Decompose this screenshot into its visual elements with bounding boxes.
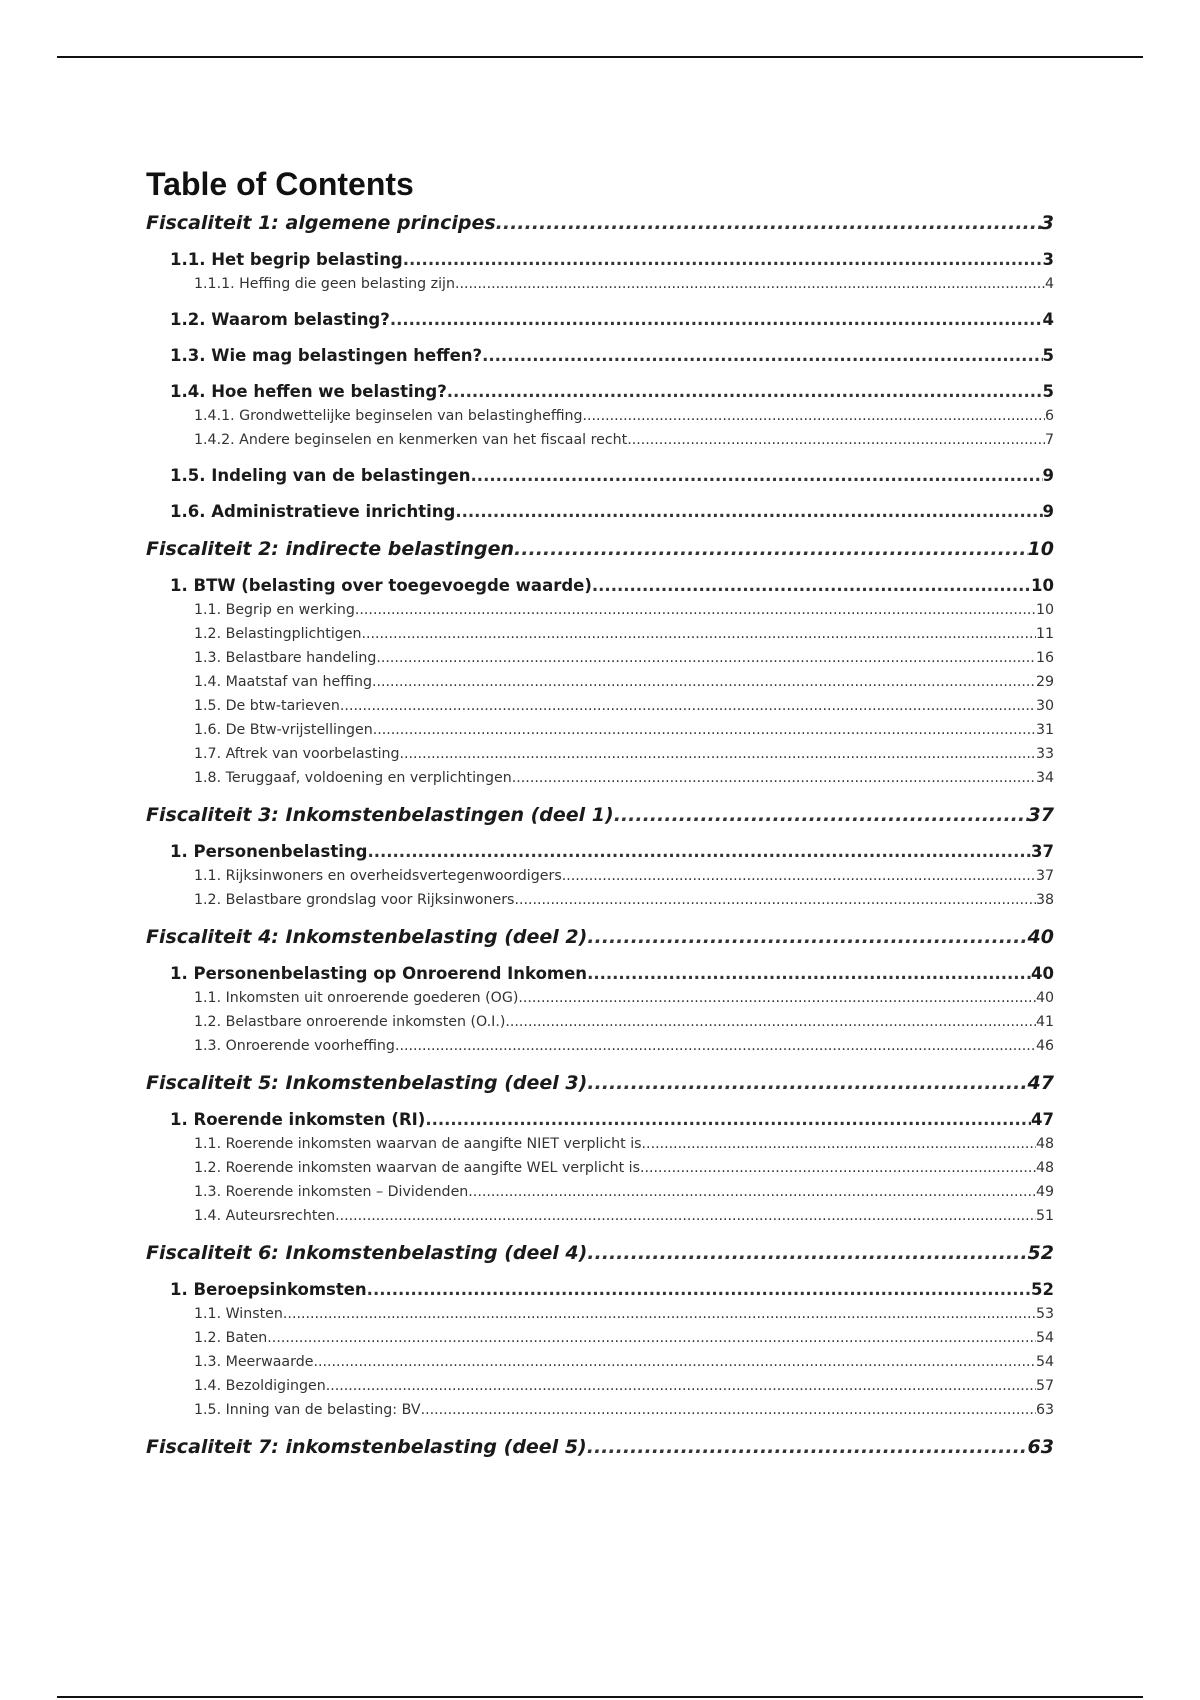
toc-dot-leader (587, 924, 1027, 950)
toc-entry-level-1[interactable] (146, 210, 1054, 236)
toc-dot-leader (390, 308, 1043, 332)
toc-page-number: 9 (1042, 502, 1054, 521)
toc-entry-level-3[interactable] (146, 742, 1054, 766)
toc-page-number: 37 (1031, 842, 1054, 861)
toc-entry-label: 1.4.2. Andere beginselen en kenmerken van het fiscaal recht (194, 432, 628, 448)
toc-entry-level-3[interactable] (146, 1374, 1054, 1398)
toc-entry-label: 1.3. Belastbare handeling (194, 650, 377, 666)
toc-entry-level-2[interactable] (146, 840, 1054, 864)
toc-entry-label: Fiscaliteit 2: indirecte belastingen (146, 538, 515, 560)
toc-entry-level-3[interactable] (146, 1180, 1054, 1204)
toc-entry-level-1[interactable] (146, 1240, 1054, 1266)
toc-entry-level-2[interactable] (146, 574, 1054, 598)
toc-entry-label: 1.1. Winsten (194, 1306, 283, 1322)
toc-page-number: 10 (1031, 576, 1054, 595)
toc-page-number: 11 (1035, 626, 1054, 642)
toc-entry-label: 1. Beroepsinkomsten (170, 1280, 367, 1299)
toc-entry-label: 1.3. Wie mag belastingen heffen? (170, 346, 483, 365)
toc-dot-leader (583, 404, 1045, 428)
toc-entry-label: 1. BTW (belasting over toegevoegde waarde) (170, 576, 592, 595)
toc-dot-leader (367, 840, 1031, 864)
toc-entry-label: 1.4. Bezoldigingen (194, 1378, 326, 1394)
toc-entry-label: 1.2. Belastingplichtigen (194, 626, 362, 642)
toc-entry-level-2[interactable] (146, 248, 1054, 272)
toc-entry-label: 1.4. Auteursrechten (194, 1208, 336, 1224)
toc-entry-label: 1.1.1. Heffing die geen belasting zijn (194, 276, 455, 292)
toc-page-number: 10 (1035, 602, 1054, 618)
toc-page-number: 46 (1035, 1038, 1054, 1054)
toc-entry-label: 1.3. Onroerende voorheffing (194, 1038, 395, 1054)
toc-page-number: 48 (1035, 1136, 1054, 1152)
toc-dot-leader (400, 742, 1036, 766)
toc-dot-leader (468, 1180, 1036, 1204)
table-of-contents (146, 210, 1054, 1460)
toc-dot-leader (455, 272, 1045, 296)
toc-entry-label: 1.6. De Btw-vrijstellingen (194, 722, 373, 738)
toc-dot-leader (421, 1398, 1036, 1422)
toc-entry-level-3[interactable] (146, 1350, 1054, 1374)
toc-entry-label: 1.8. Teruggaaf, voldoening en verplichtingen (194, 770, 512, 786)
toc-dot-leader (614, 802, 1028, 828)
footer-rule (57, 1696, 1143, 1698)
toc-page-number: 53 (1035, 1306, 1054, 1322)
toc-entry-label: 1. Roerende inkomsten (RI) (170, 1110, 426, 1129)
toc-entry-label: 1.3. Meerwaarde (194, 1354, 314, 1370)
toc-entry-label: 1.2. Waarom belasting? (170, 310, 390, 329)
toc-page-number: 5 (1042, 382, 1054, 401)
toc-page-number: 54 (1035, 1330, 1054, 1346)
toc-dot-leader (587, 1434, 1028, 1460)
toc-dot-leader (640, 1156, 1036, 1180)
toc-page-number: 5 (1042, 346, 1054, 365)
toc-page-number: 16 (1035, 650, 1054, 666)
toc-dot-leader (376, 646, 1036, 670)
toc-entry-label: 1.5. Indeling van de belastingen (170, 466, 471, 485)
toc-entry-level-1[interactable] (146, 1434, 1054, 1460)
toc-dot-leader (447, 380, 1043, 404)
toc-entry-label: 1.2. Roerende inkomsten waarvan de aangifte WEL verplicht is (194, 1160, 641, 1176)
toc-dot-leader (587, 1240, 1027, 1266)
toc-dot-leader (340, 694, 1036, 718)
toc-entry-level-2[interactable] (146, 308, 1054, 332)
toc-entry-level-3[interactable] (146, 670, 1054, 694)
toc-page-number: 29 (1035, 674, 1054, 690)
toc-entry-level-2[interactable] (146, 500, 1054, 524)
toc-entry-label: Fiscaliteit 6: Inkomstenbelasting (deel 4) (146, 1242, 588, 1264)
toc-entry-level-3[interactable] (146, 598, 1054, 622)
toc-page-number: 57 (1035, 1378, 1054, 1394)
toc-page-number: 3 (1042, 250, 1054, 269)
toc-dot-leader (627, 428, 1045, 452)
toc-entry-level-2[interactable] (146, 344, 1054, 368)
toc-dot-leader (335, 1204, 1036, 1228)
toc-entry-label: 1. Personenbelasting (170, 842, 368, 861)
toc-entry-level-1[interactable] (146, 802, 1054, 828)
toc-entry-label: Fiscaliteit 5: Inkomstenbelasting (deel 3) (146, 1072, 588, 1094)
toc-entry-label: 1.1. Het begrip belasting (170, 250, 403, 269)
toc-entry-level-3[interactable] (146, 1302, 1054, 1326)
toc-page-number: 40 (1027, 926, 1054, 948)
toc-entry-level-3[interactable] (146, 622, 1054, 646)
toc-dot-leader (425, 1108, 1031, 1132)
page-title: Table of Contents (146, 166, 414, 202)
toc-entry-level-3[interactable] (146, 766, 1054, 790)
toc-entry-label: 1.1. Begrip en werking (194, 602, 355, 618)
toc-page-number: 63 (1027, 1436, 1054, 1458)
toc-dot-leader (514, 536, 1028, 562)
toc-page-number: 63 (1035, 1402, 1054, 1418)
toc-entry-level-1[interactable] (146, 536, 1054, 562)
toc-page-number: 54 (1035, 1354, 1054, 1370)
toc-entry-level-3[interactable] (146, 1132, 1054, 1156)
toc-dot-leader (373, 718, 1036, 742)
toc-page-number: 31 (1035, 722, 1054, 738)
toc-entry-level-3[interactable] (146, 404, 1054, 428)
toc-page-number: 4 (1044, 276, 1054, 292)
toc-page-number: 48 (1035, 1160, 1054, 1176)
toc-page-number: 38 (1035, 892, 1054, 908)
toc-page-number: 4 (1042, 310, 1054, 329)
toc-page-number: 51 (1035, 1208, 1054, 1224)
toc-page-number: 52 (1027, 1242, 1054, 1264)
toc-entry-level-3[interactable] (146, 1326, 1054, 1350)
toc-page-number: 6 (1044, 408, 1054, 424)
toc-entry-level-2[interactable] (146, 1108, 1054, 1132)
toc-entry-level-3[interactable] (146, 718, 1054, 742)
header-rule (57, 56, 1143, 58)
toc-dot-leader (642, 1132, 1036, 1156)
toc-entry-label: 1.1. Roerende inkomsten waarvan de aangifte NIET verplicht is (194, 1136, 642, 1152)
toc-page-number: 40 (1035, 990, 1054, 1006)
toc-dot-leader (592, 574, 1031, 598)
toc-entry-level-3[interactable] (146, 1010, 1054, 1034)
toc-dot-leader (395, 1034, 1036, 1058)
toc-entry-level-3[interactable] (146, 1034, 1054, 1058)
toc-dot-leader (372, 670, 1036, 694)
toc-dot-leader (267, 1326, 1036, 1350)
toc-entry-label: 1.2. Belastbare onroerende inkomsten (O.I.) (194, 1014, 506, 1030)
toc-page-number: 33 (1035, 746, 1054, 762)
toc-dot-leader (512, 766, 1036, 790)
toc-entry-level-3[interactable] (146, 864, 1054, 888)
toc-entry-label: Fiscaliteit 3: Inkomstenbelastingen (deel 1) (146, 804, 614, 826)
toc-dot-leader (403, 248, 1043, 272)
toc-entry-label: 1.2. Belastbare grondslag voor Rijksinwoners (194, 892, 515, 908)
toc-entry-level-2[interactable] (146, 962, 1054, 986)
toc-entry-label: 1.5. Inning van de belasting: BV (194, 1402, 421, 1418)
toc-entry-level-3[interactable] (146, 428, 1054, 452)
toc-page-number: 34 (1035, 770, 1054, 786)
toc-entry-label: 1.7. Aftrek van voorbelasting (194, 746, 400, 762)
toc-page-number: 9 (1042, 466, 1054, 485)
toc-entry-label: 1.2. Baten (194, 1330, 268, 1346)
toc-dot-leader (514, 888, 1035, 912)
toc-entry-label: 1.5. De btw-tarieven (194, 698, 340, 714)
toc-entry-label: 1.4. Maatstaf van heffing (194, 674, 372, 690)
toc-dot-leader (496, 210, 1041, 236)
toc-dot-leader (326, 1374, 1036, 1398)
toc-dot-leader (482, 344, 1042, 368)
toc-dot-leader (283, 1302, 1036, 1326)
toc-dot-leader (505, 1010, 1036, 1034)
toc-entry-level-2[interactable] (146, 380, 1054, 404)
toc-dot-leader (455, 500, 1042, 524)
toc-entry-label: 1.3. Roerende inkomsten – Dividenden (194, 1184, 469, 1200)
toc-entry-level-3[interactable] (146, 888, 1054, 912)
toc-page-number: 3 (1040, 212, 1054, 234)
toc-entry-label: 1.4. Hoe heffen we belasting? (170, 382, 447, 401)
toc-page-number: 10 (1027, 538, 1054, 560)
toc-dot-leader (518, 986, 1036, 1010)
toc-page-number: 37 (1027, 804, 1054, 826)
toc-entry-label: Fiscaliteit 1: algemene principes (146, 212, 496, 234)
toc-entry-label: Fiscaliteit 4: Inkomstenbelasting (deel 2) (146, 926, 588, 948)
toc-entry-level-3[interactable] (146, 1204, 1054, 1228)
toc-page-number: 52 (1031, 1280, 1054, 1299)
toc-dot-leader (587, 962, 1031, 986)
toc-entry-level-3[interactable] (146, 694, 1054, 718)
toc-dot-leader (355, 598, 1036, 622)
toc-entry-level-2[interactable] (146, 464, 1054, 488)
toc-entry-level-3[interactable] (146, 646, 1054, 670)
toc-page-number: 30 (1035, 698, 1054, 714)
toc-entry-level-3[interactable] (146, 1156, 1054, 1180)
toc-page-number: 49 (1035, 1184, 1054, 1200)
toc-dot-leader (562, 864, 1036, 888)
toc-dot-leader (313, 1350, 1036, 1374)
toc-page-number: 47 (1027, 1072, 1054, 1094)
toc-entry-level-3[interactable] (146, 272, 1054, 296)
toc-page-number: 40 (1031, 964, 1054, 983)
toc-entry-label: 1.4.1. Grondwettelijke beginselen van belastingheffing (194, 408, 583, 424)
toc-entry-label: 1.1. Inkomsten uit onroerende goederen (OG) (194, 990, 519, 1006)
toc-page-number: 47 (1031, 1110, 1054, 1129)
toc-dot-leader (362, 622, 1036, 646)
toc-entry-level-3[interactable] (146, 1398, 1054, 1422)
toc-entry-label: 1.1. Rijksinwoners en overheidsvertegenwoordigers (194, 868, 562, 884)
toc-page-number: 7 (1044, 432, 1054, 448)
toc-entry-level-3[interactable] (146, 986, 1054, 1010)
toc-dot-leader (587, 1070, 1027, 1096)
toc-dot-leader (367, 1278, 1031, 1302)
toc-page-number: 41 (1035, 1014, 1054, 1030)
toc-entry-level-1[interactable] (146, 924, 1054, 950)
toc-page-number: 37 (1035, 868, 1054, 884)
toc-entry-label: 1. Personenbelasting op Onroerend Inkomen (170, 964, 588, 983)
toc-entry-level-1[interactable] (146, 1070, 1054, 1096)
toc-dot-leader (471, 464, 1043, 488)
toc-entry-label: Fiscaliteit 7: inkomstenbelasting (deel 5) (146, 1436, 587, 1458)
toc-entry-level-2[interactable] (146, 1278, 1054, 1302)
toc-entry-label: 1.6. Administratieve inrichting (170, 502, 456, 521)
